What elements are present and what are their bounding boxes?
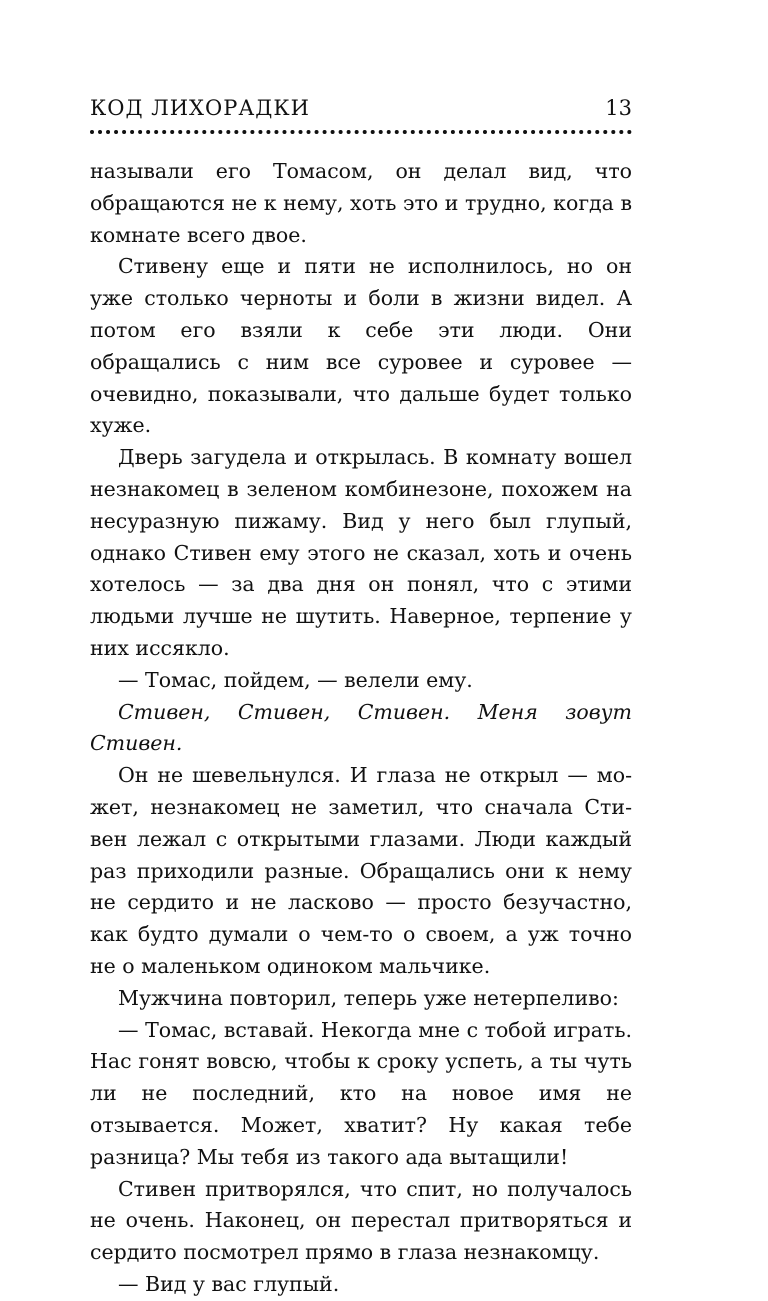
paragraph-italic-thought: Стивен, Стивен, Стивен. Меня зовут Стивен. xyxy=(90,699,632,756)
book-page xyxy=(90,96,632,1301)
body-text xyxy=(90,156,632,1301)
paragraph: Стивен притворялся, что спит, но получалось не очень. Наконец, он перестал притворяться и сердито посмотрел прямо в глаза незнакомцу. xyxy=(90,1176,632,1265)
header-dotted-rule xyxy=(90,130,632,134)
paragraph: Дверь загудела и открылась. В комнату вошел незнакомец в зеленом комбинезоне, похожем на несуразную пижаму. Вид у него был глупый, однако Стивен ему этого не сказал, хоть и очень хотелось — за два дня он понял, что с этими людьми лучше не шутить. Наверное, терпение у них иссякло. xyxy=(90,445,632,660)
paragraph: Стивену еще и пяти не исполнилось, но он уже столько черноты и боли в жизни видел. А потом его взяли к себе эти люди. Они обращались с ним все суровее и суровее — очевидно, показывали, что дальше будет только хуже. xyxy=(90,254,632,438)
paragraph: называли его Томасом, он делал вид, что обращаются не к нему, хоть это и трудно, когда в комнате всего двое. xyxy=(90,159,632,247)
book-title: КОД ЛИХОРАДКИ xyxy=(90,96,310,120)
paragraph: — Томас, пойдем, — велели ему. xyxy=(118,667,473,692)
page-number: 13 xyxy=(605,96,632,120)
paragraph: Мужчина повторил, теперь уже нетерпеливо: xyxy=(118,985,619,1010)
paragraph: — Вид у вас глупый. xyxy=(118,1271,340,1296)
running-header xyxy=(90,96,632,128)
paragraph: — Томас, вставай. Некогда мне с тобой играть. Нас гонят вовсю, чтобы к сроку успеть, а ты чуть ли не последний, кто на новое имя не отзывается. Может, хватит? Ну какая тебе разница? Мы тебя из такого ада вытащили! xyxy=(90,1017,632,1169)
paragraph: Он не шевельнулся. И глаза не открыл — может, незнакомец не заметил, что сначала Стивен лежал с открытыми глазами. Люди каждый раз приходили разные. Обращались они к нему не сердито и не ласково — просто безучастно, как будто думали о чем-то о своем, а уж точно не о маленьком одиноком мальчике. xyxy=(90,763,632,978)
